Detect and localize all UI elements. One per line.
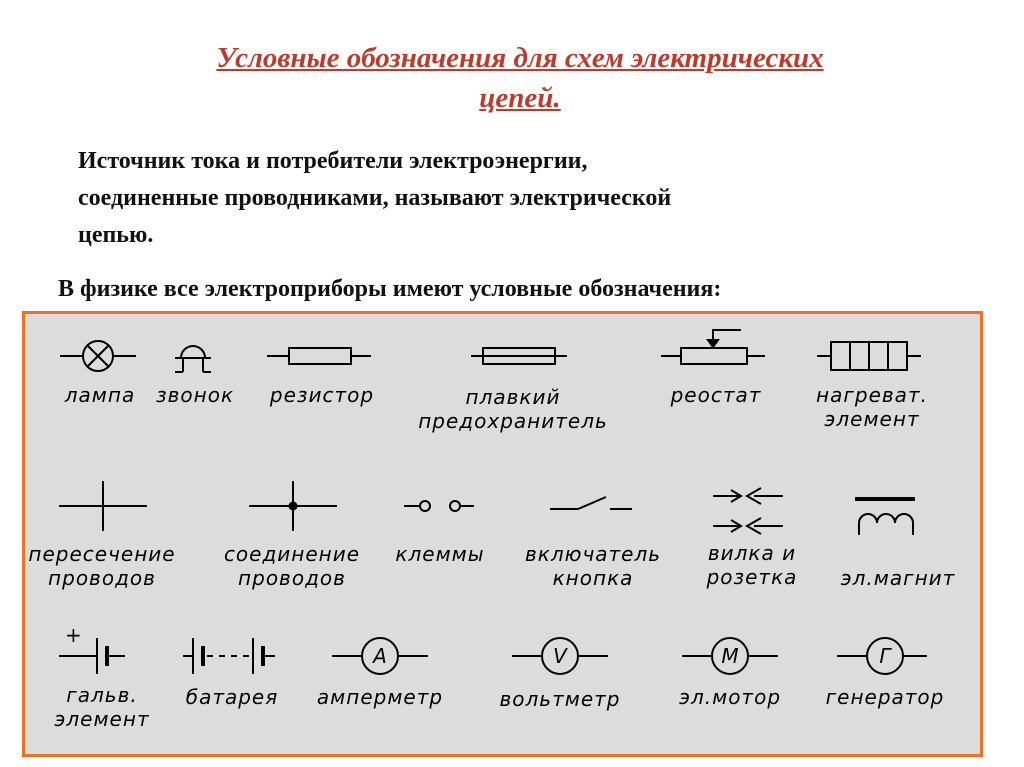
symbol-label-2: предохранитель	[418, 409, 608, 433]
symbol-label-2: розетка	[706, 565, 798, 589]
symbol-wire-junction	[223, 479, 361, 590]
symbol-label-1: плавкий	[465, 385, 561, 409]
page-title-line-2: цепей.	[479, 82, 561, 114]
ammeter-icon	[330, 626, 430, 678]
lead-sentence: В физике все электроприборы имеют условные обозначения:	[58, 276, 722, 302]
wire-crossing-icon	[57, 479, 147, 531]
symbol-ammeter	[316, 626, 444, 716]
symbol-label-1: вилка и	[707, 541, 797, 565]
symbol-galvanic-cell	[54, 623, 150, 736]
symbol-fuse	[418, 336, 608, 436]
symbol-label-2: элемент	[824, 407, 920, 431]
symbol-label-1: пересечение	[28, 542, 176, 566]
symbol-heater	[817, 336, 927, 436]
resistor-icon	[267, 336, 377, 376]
symbol-label: батарея	[185, 685, 279, 709]
voltmeter-letter: V	[553, 644, 567, 668]
plus-sign: +	[65, 623, 82, 647]
symbol-label: реостат	[670, 383, 762, 407]
symbol-label-2: элемент	[54, 707, 150, 731]
symbol-label: лампа	[64, 383, 136, 407]
generator-icon	[835, 626, 935, 678]
symbol-switch	[524, 479, 662, 590]
page-title-line-1: Условные обозначения для схем электрических	[216, 42, 824, 74]
intro-line-2: соединенные проводниками, называют электрической	[78, 185, 672, 211]
symbol-battery	[177, 626, 287, 716]
motor-letter: M	[721, 644, 739, 668]
symbol-label-2: кнопка	[552, 566, 634, 590]
rheostat-icon	[661, 324, 771, 376]
symbol-rheostat	[661, 324, 771, 414]
switch-icon	[548, 479, 638, 531]
galvanic-cell-icon	[57, 623, 147, 678]
ammeter-letter: A	[373, 644, 387, 668]
bell-icon	[155, 336, 235, 376]
wire-junction-icon	[247, 479, 337, 531]
battery-icon	[177, 626, 287, 678]
symbol-label: генератор	[825, 685, 945, 709]
symbol-plug-socket	[707, 484, 797, 594]
symbol-label: эл.магнит	[840, 566, 956, 590]
symbol-label: звонок	[155, 383, 235, 407]
symbol-label-2: проводов	[238, 566, 346, 590]
intro-line-3: цепью.	[78, 222, 154, 248]
symbol-label-1: включатель	[524, 542, 662, 566]
symbol-bell	[155, 336, 235, 416]
symbol-voltmeter	[499, 626, 621, 716]
symbol-electromagnet	[840, 489, 956, 590]
intro-paragraph	[78, 143, 958, 254]
symbol-label-1: нагреват.	[816, 383, 928, 407]
intro-line-1: Источник тока и потребители электроэнергии,	[78, 148, 588, 174]
symbol-label: амперметр	[316, 685, 444, 709]
symbol-wire-crossing	[28, 479, 176, 590]
symbol-terminals	[395, 479, 485, 569]
voltmeter-icon	[510, 626, 610, 678]
symbol-label: клеммы	[395, 542, 485, 566]
lamp-icon	[60, 336, 140, 376]
symbol-label-1: соединение	[223, 542, 361, 566]
symbol-generator	[825, 626, 945, 716]
symbol-label: вольтметр	[499, 687, 621, 711]
symbols-panel	[22, 311, 983, 757]
symbol-label: эл.мотор	[678, 685, 782, 709]
heating-element-icon	[817, 336, 927, 376]
symbol-label: резистор	[269, 383, 375, 407]
fuse-icon	[463, 336, 573, 376]
page-title	[60, 38, 980, 118]
symbol-label-1: гальв.	[66, 683, 138, 707]
symbol-motor	[680, 626, 780, 716]
motor-icon	[680, 626, 780, 678]
terminals-icon	[400, 479, 480, 531]
electromagnet-icon	[853, 489, 943, 541]
generator-letter: Г	[879, 644, 891, 668]
symbol-resistor	[267, 336, 377, 416]
plug-socket-icon	[707, 484, 797, 536]
symbol-label-2: проводов	[48, 566, 156, 590]
